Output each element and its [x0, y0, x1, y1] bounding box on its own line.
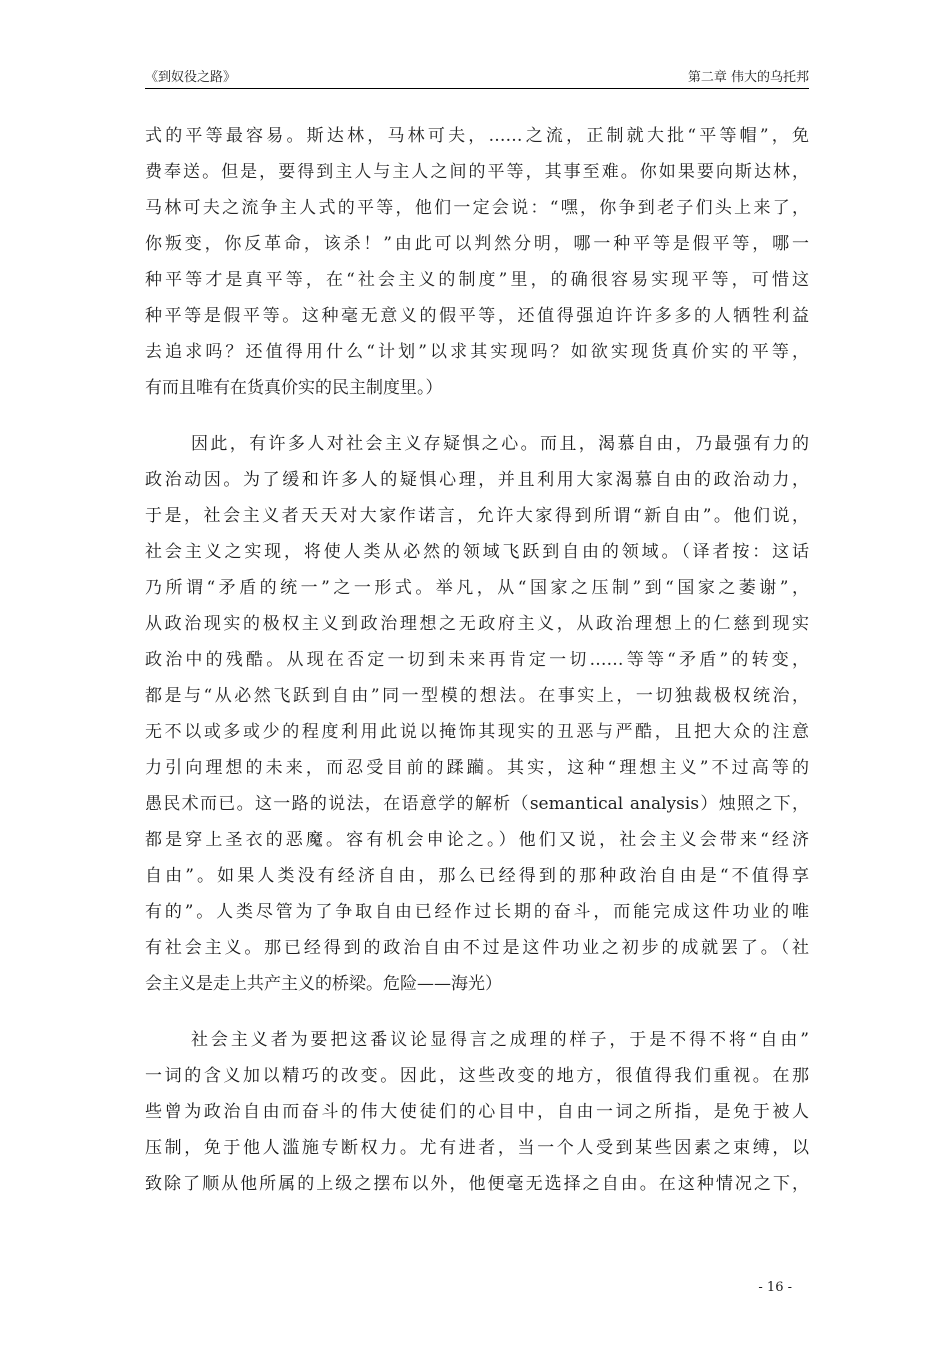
text-line: 有的”。人类尽管为了争取自由已经作过长期的奋斗，而能完成这件功业的唯 [145, 902, 809, 922]
page-body [145, 118, 809, 1202]
text-line: 乃所谓“矛盾的统一”之一形式。举凡，从“国家之压制”到“国家之萎谢”， [145, 578, 809, 598]
text-line: 都是穿上圣衣的恶魔。容有机会申论之。）他们又说，社会主义会带来“经济 [145, 830, 809, 850]
text-line: 政治动因。为了缓和许多人的疑惧心理，并且利用大家渴慕自由的政治动力， [145, 470, 809, 490]
page-number: - 16 - [758, 1280, 792, 1295]
paragraph [145, 426, 809, 1002]
text-line: 会主义是走上共产主义的桥梁。危险——海光） [145, 974, 502, 994]
text-line: 都是与“从必然飞跃到自由”同一型模的想法。在事实上，一切独裁极权统治， [145, 686, 809, 706]
text-line: 因此，有许多人对社会主义存疑惧之心。而且，渴慕自由，乃最强有力的 [191, 434, 809, 454]
text-line: 社会主义之实现，将使人类从必然的领域飞跃到自由的领域。（译者按：这话 [145, 542, 809, 562]
paragraph [145, 118, 809, 406]
header-chapter-title: 第二章 伟大的乌托邦 [687, 70, 809, 85]
text-line: 力引向理想的未来，而忍受目前的蹂躏。其实，这种“理想主义”不过高等的 [145, 758, 809, 778]
text-line: 些曾为政治自由而奋斗的伟大使徒们的心目中，自由一词之所指，是免于被人 [145, 1102, 809, 1122]
text-line: 有社会主义。那已经得到的政治自由不过是这件功业之初步的成就罢了。（社 [145, 938, 809, 958]
text-line: 一词的含义加以精巧的改变。因此，这些改变的地方，很值得我们重视。在那 [145, 1066, 809, 1086]
text-line: 社会主义者为要把这番议论显得言之成理的样子，于是不得不将“自由” [191, 1030, 809, 1050]
text-line: 自由”。如果人类没有经济自由，那么已经得到的那种政治自由是“不值得享 [145, 866, 809, 886]
text-line: 压制，免于他人滥施专断权力。尤有进者，当一个人受到某些因素之束缚，以 [145, 1138, 809, 1158]
text-line: 于是，社会主义者天天对大家作诺言，允许大家得到所谓“新自由”。他们说， [145, 506, 809, 526]
text-line: 费奉送。但是，要得到主人与主人之间的平等，其事至难。你如果要向斯达林， [145, 162, 809, 182]
text-line: 愚民术而已。这一路的说法，在语意学的解析（semantical analysis）烛照之下， [145, 794, 809, 814]
text-line: 无不以或多或少的程度利用此说以掩饰其现实的丑恶与严酷，且把大众的注意 [145, 722, 809, 742]
text-line: 从政治现实的极权主义到政治理想之无政府主义，从政治理想上的仁慈到现实 [145, 614, 809, 634]
text-line: 致除了顺从他所属的上级之摆布以外，他便毫无选择之自由。在这种情况之下， [145, 1174, 809, 1194]
text-line: 去追求吗？还值得用什么“计划”以求其实现吗？如欲实现货真价实的平等， [145, 342, 809, 362]
paragraph [145, 1022, 809, 1202]
text-line: 政治中的残酷。从现在否定一切到未来再肯定一切……等等“矛盾”的转变， [145, 650, 809, 670]
text-line: 式的平等最容易。斯达林，马林可夫，……之流，正制就大批“平等帽”，免 [145, 126, 809, 146]
text-line: 你叛变，你反革命，该杀！”由此可以判然分明，哪一种平等是假平等，哪一 [145, 234, 809, 254]
text-line: 种平等才是真平等，在“社会主义的制度”里，的确很容易实现平等，可惜这 [145, 270, 809, 290]
running-header [145, 62, 809, 89]
text-line: 马林可夫之流争主人式的平等，他们一定会说：“嘿，你争到老子们头上来了， [145, 198, 809, 218]
header-book-title: 《到奴役之路》 [145, 70, 237, 85]
text-line: 有而且唯有在货真价实的民主制度里。） [145, 378, 443, 398]
text-line: 种平等是假平等。这种毫无意义的假平等，还值得强迫许许多多的人牺牲利益 [145, 306, 809, 326]
